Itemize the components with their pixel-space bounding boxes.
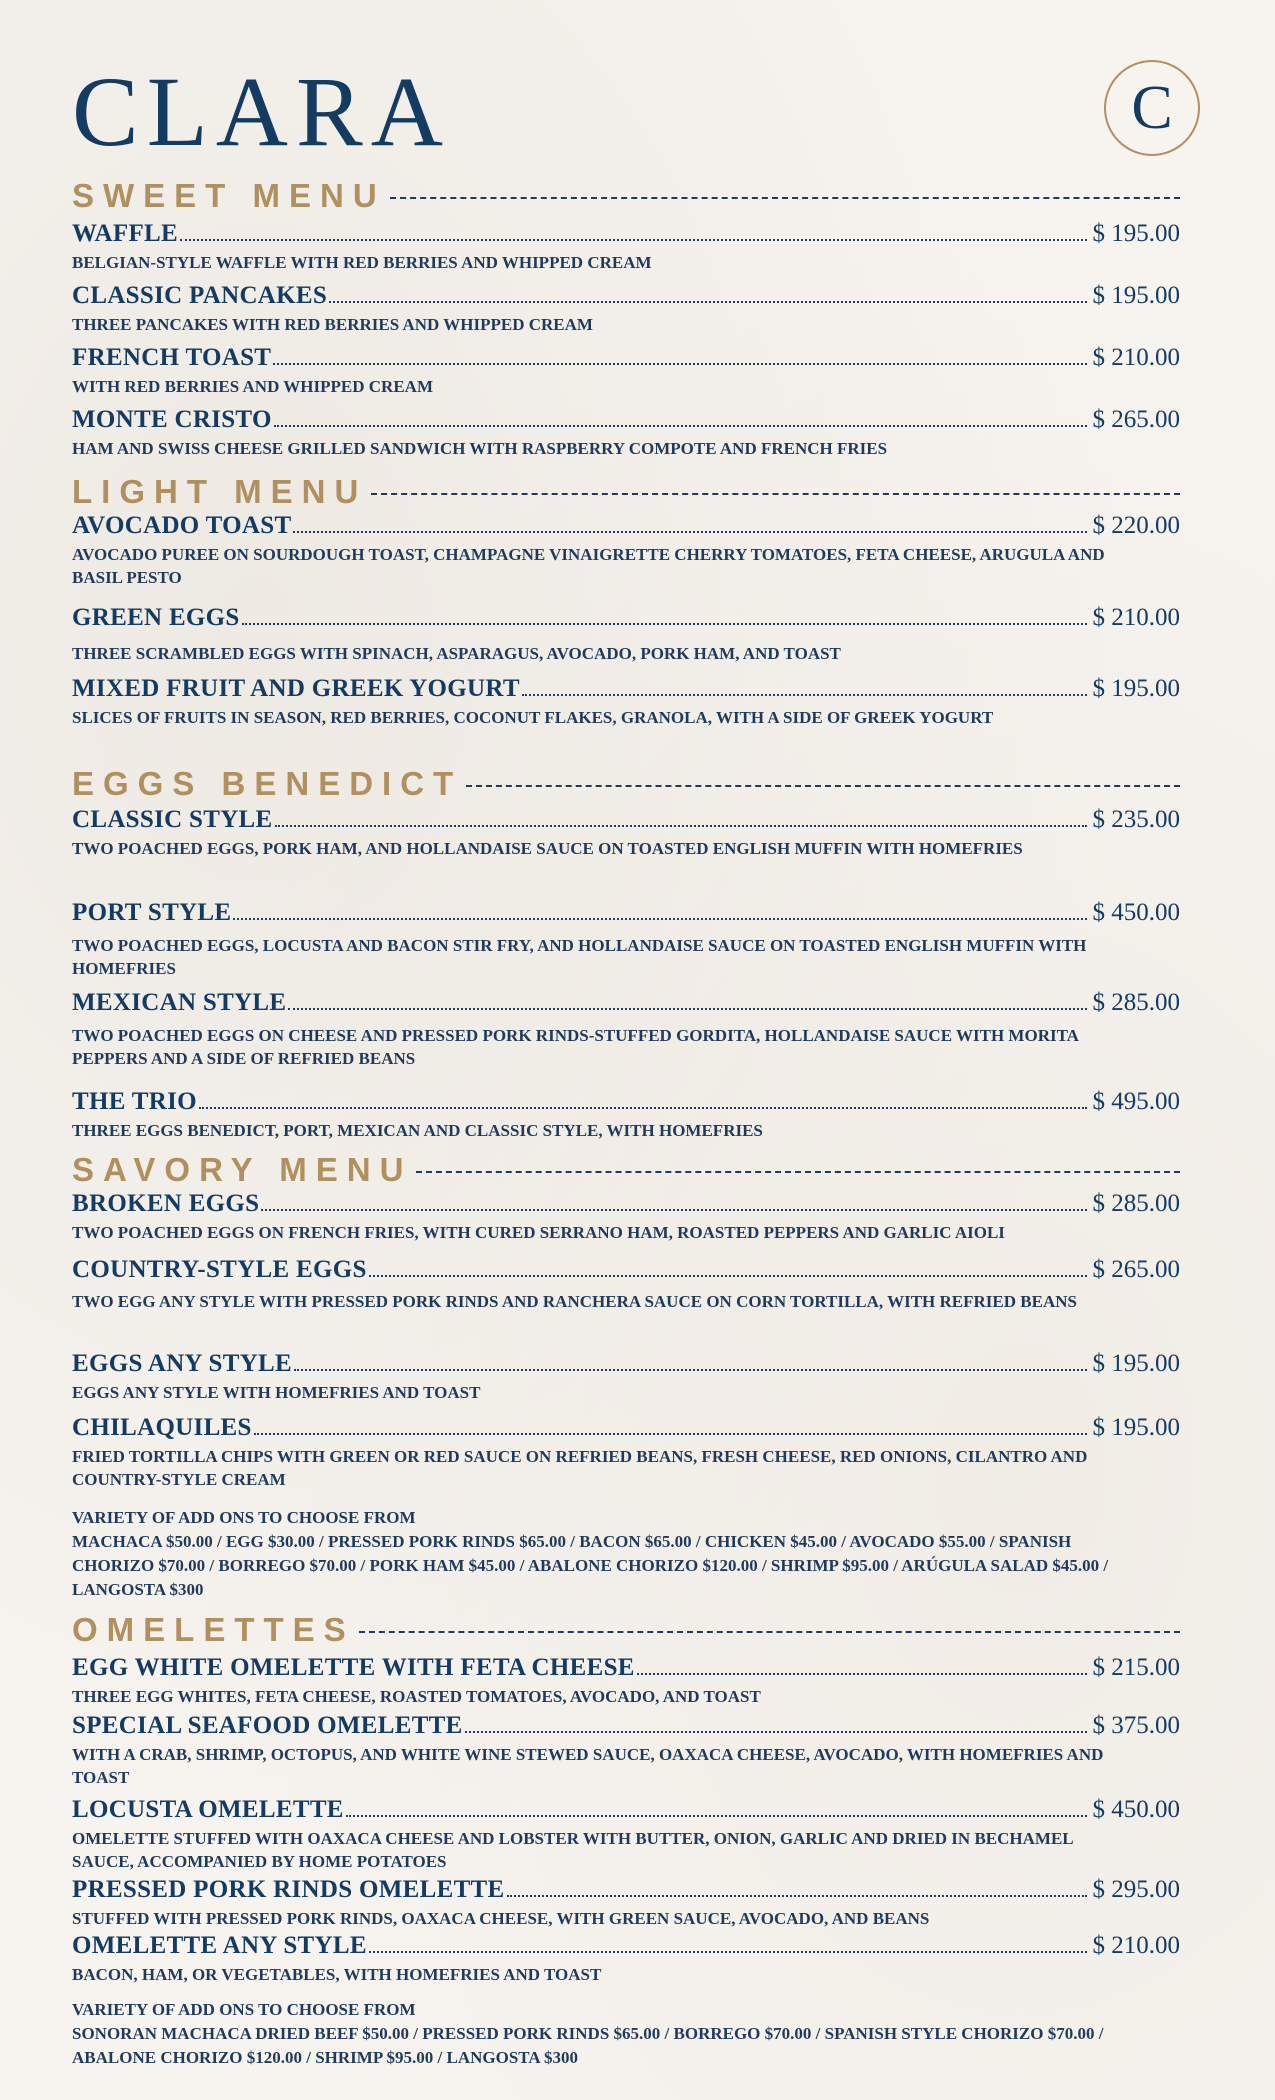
item-name: LOCUSTA OMELETTE [72, 1796, 344, 1823]
menu-item [72, 899, 1180, 980]
item-price: $ 210.00 [1092, 344, 1180, 371]
dot-leader [522, 694, 1087, 696]
item-name: BROKEN EGGS [72, 1190, 260, 1217]
section-divider [466, 785, 1180, 787]
item-description: HAM AND SWISS CHEESE GRILLED SANDWICH WITH RASPBERRY COMPOTE AND FRENCH FRIES [72, 439, 888, 458]
dot-leader [233, 918, 1086, 920]
dot-leader [242, 623, 1087, 625]
item-name: WAFFLE [72, 220, 178, 247]
item-description: TWO POACHED EGGS ON CHEESE AND PRESSED PORK RINDS-STUFFED GORDITA, HOLLANDAISE SAUCE WITH MORITA PEPPERS AND A SIDE OF REFRIED BEANS [72, 1026, 1078, 1068]
item-price: $ 285.00 [1092, 1190, 1180, 1217]
item-name: MIXED FRUIT AND GREEK YOGURT [72, 675, 520, 702]
item-description: FRIED TORTILLA CHIPS WITH GREEN OR RED SAUCE ON REFRIED BEANS, FRESH CHEESE, RED ONIONS, CILANTRO AND COUNTRY-STYLE CREAM [72, 1447, 1088, 1489]
item-description: TWO POACHED EGGS, LOCUSTA AND BACON STIR FRY, AND HOLLANDAISE SAUCE ON TOASTED ENGLISH MUFFIN WITH HOMEFRIES [72, 936, 1087, 978]
menu-item [72, 406, 1180, 460]
addons-block [72, 1998, 1112, 2070]
item-description: STUFFED WITH PRESSED PORK RINDS, OAXACA CHEESE, WITH GREEN SAUCE, AVOCADO, AND BEANS [72, 1909, 930, 1928]
dot-leader [288, 1008, 1086, 1010]
section-divider [390, 197, 1180, 199]
item-price: $ 265.00 [1092, 406, 1180, 433]
menu-item [72, 1350, 1180, 1404]
item-price: $ 495.00 [1092, 1088, 1180, 1115]
menu-item [72, 604, 1180, 665]
item-description: WITH A CRAB, SHRIMP, OCTOPUS, AND WHITE WINE STEWED SAUCE, OAXACA CHEESE, AVOCADO, WITH HOMEFRIES AND TOAST [72, 1745, 1104, 1787]
item-description: WITH RED BERRIES AND WHIPPED CREAM [72, 377, 433, 396]
item-description: THREE EGG WHITES, FETA CHEESE, ROASTED TOMATOES, AVOCADO, AND TOAST [72, 1687, 761, 1706]
item-name: CLASSIC STYLE [72, 806, 273, 833]
menu-item [72, 1876, 1180, 1930]
addons-list: SONORAN MACHACA DRIED BEEF $50.00 / PRESSED PORK RINDS $65.00 / BORREGO $70.00 / SPANISH STYLE CHORIZO $70.00 / ABALONE CHORIZO $120.00 / SHRIMP $95.00 / LANGOSTA $300 [72, 2024, 1104, 2067]
menu-item [72, 282, 1180, 336]
addons-heading: VARIETY OF ADD ONS TO CHOOSE FROM [72, 2000, 416, 2019]
menu-item [72, 1654, 1180, 1708]
item-price: $ 195.00 [1092, 282, 1180, 309]
section-title-label: LIGHT MENU [72, 473, 368, 510]
item-name: CHILAQUILES [72, 1414, 252, 1441]
section-title [72, 178, 1180, 214]
dot-leader [294, 1369, 1086, 1371]
menu-item [72, 989, 1180, 1070]
item-name: MONTE CRISTO [72, 406, 272, 433]
item-name: PORT STYLE [72, 899, 232, 926]
item-description: SLICES OF FRUITS IN SEASON, RED BERRIES, COCONUT FLAKES, GRANOLA, WITH A SIDE OF GREEK YOGURT [72, 708, 994, 727]
item-price: $ 285.00 [1092, 989, 1180, 1016]
menu-item [72, 1932, 1180, 1986]
item-description: EGGS ANY STYLE WITH HOMEFRIES AND TOAST [72, 1383, 481, 1402]
dot-leader [254, 1433, 1087, 1435]
section-title-label: EGGS BENEDICT [72, 765, 463, 802]
section-light-menu [72, 473, 1180, 727]
section-eggs-benedict [72, 765, 1180, 1140]
item-name: EGGS ANY STYLE [72, 1350, 293, 1377]
logo-monogram: C [1104, 60, 1200, 156]
item-price: $ 375.00 [1092, 1712, 1180, 1739]
item-description: AVOCADO PUREE ON SOURDOUGH TOAST, CHAMPAGNE VINAIGRETTE CHERRY TOMATOES, FETA CHEESE, ARUGULA AND BASIL PESTO [72, 545, 1105, 587]
dot-leader [507, 1895, 1087, 1897]
section-title [72, 1612, 1180, 1648]
item-name: PRESSED PORK RINDS OMELETTE [72, 1876, 505, 1903]
dot-leader [199, 1107, 1087, 1109]
item-description: BACON, HAM, OR VEGETABLES, WITH HOMEFRIES AND TOAST [72, 1965, 602, 1984]
item-description: TWO EGG ANY STYLE WITH PRESSED PORK RINDS AND RANCHERA SAUCE ON CORN TORTILLA, WITH REFRIED BEANS [72, 1292, 1077, 1311]
item-price: $ 450.00 [1092, 1796, 1180, 1823]
dot-leader [275, 825, 1087, 827]
item-price: $ 265.00 [1092, 1256, 1180, 1283]
item-description: THREE PANCAKES WITH RED BERRIES AND WHIPPED CREAM [72, 315, 593, 334]
menu-item [72, 512, 1180, 589]
section-sweet-menu [72, 177, 1180, 458]
item-name: COUNTRY-STYLE EGGS [72, 1256, 367, 1283]
item-name: THE TRIO [72, 1088, 197, 1115]
dot-leader [346, 1815, 1087, 1817]
menu-item [72, 220, 1180, 274]
section-title [72, 766, 1180, 802]
logo-wordmark: CLARA [72, 56, 451, 167]
menu-item [72, 675, 1180, 729]
addons-block [72, 1506, 1112, 1602]
section-title-label: SAVORY MENU [72, 1151, 413, 1188]
item-description: TWO POACHED EGGS ON FRENCH FRIES, WITH CURED SERRANO HAM, ROASTED PEPPERS AND GARLIC AIOLI [72, 1223, 1005, 1242]
menu-item [72, 1088, 1180, 1142]
item-name: MEXICAN STYLE [72, 989, 287, 1016]
dot-leader [637, 1673, 1087, 1675]
item-name: GREEN EGGS [72, 604, 240, 631]
addons-heading: VARIETY OF ADD ONS TO CHOOSE FROM [72, 1508, 416, 1527]
menu-item [72, 1796, 1180, 1873]
addons-list: MACHACA $50.00 / EGG $30.00 / PRESSED PORK RINDS $65.00 / BACON $65.00 / CHICKEN $45.00 / AVOCADO $55.00 / SPANISH CHORIZO $70.00 / BORREGO $70.00 / PORK HAM $45.00 / ABALONE CHORIZO $120.00 / SHRIMP $95.00 / ARÚGULA SALAD $45.00 / LANGOSTA $300 [72, 1532, 1109, 1599]
section-title-label: SWEET MENU [72, 177, 386, 214]
dot-leader [273, 363, 1086, 365]
section-divider [371, 493, 1180, 495]
item-description: THREE EGGS BENEDICT, PORT, MEXICAN AND CLASSIC STYLE, WITH HOMEFRIES [72, 1121, 763, 1140]
item-name: EGG WHITE OMELETTE WITH FETA CHEESE [72, 1654, 635, 1681]
item-description: THREE SCRAMBLED EGGS WITH SPINACH, ASPARAGUS, AVOCADO, PORK HAM, AND TOAST [72, 644, 841, 663]
menu-item [72, 1256, 1180, 1313]
item-description: OMELETTE STUFFED WITH OAXACA CHEESE AND LOBSTER WITH BUTTER, ONION, GARLIC AND DRIED IN BECHAMEL SAUCE, ACCOMPANIED BY HOME POTATOES [72, 1829, 1073, 1871]
section-title-label: OMELETTES [72, 1611, 355, 1648]
dot-leader [261, 1209, 1086, 1211]
item-name: AVOCADO TOAST [72, 512, 292, 539]
item-price: $ 215.00 [1092, 1654, 1180, 1681]
section-savory-menu [72, 1151, 1180, 1599]
menu-item [72, 344, 1180, 398]
menu-item [72, 806, 1180, 860]
section-divider [416, 1171, 1180, 1173]
menu-item [72, 1712, 1180, 1789]
item-name: CLASSIC PANCAKES [72, 282, 328, 309]
item-price: $ 220.00 [1092, 512, 1180, 539]
item-price: $ 195.00 [1092, 1350, 1180, 1377]
item-description: TWO POACHED EGGS, PORK HAM, AND HOLLANDAISE SAUCE ON TOASTED ENGLISH MUFFIN WITH HOMEFRIES [72, 839, 1023, 858]
item-name: FRENCH TOAST [72, 344, 272, 371]
section-title [72, 1152, 1180, 1188]
dot-leader [369, 1275, 1087, 1277]
item-price: $ 195.00 [1092, 675, 1180, 702]
dot-leader [293, 531, 1086, 533]
section-omelettes [72, 1611, 1180, 2067]
item-name: OMELETTE ANY STYLE [72, 1932, 367, 1959]
item-name: SPECIAL SEAFOOD OMELETTE [72, 1712, 463, 1739]
menu-item [72, 1190, 1180, 1244]
item-price: $ 450.00 [1092, 899, 1180, 926]
item-price: $ 210.00 [1092, 604, 1180, 631]
section-title [72, 474, 1180, 510]
dot-leader [369, 1951, 1087, 1953]
item-price: $ 235.00 [1092, 806, 1180, 833]
dot-leader [274, 425, 1087, 427]
dot-leader [329, 301, 1086, 303]
item-price: $ 195.00 [1092, 220, 1180, 247]
item-price: $ 295.00 [1092, 1876, 1180, 1903]
item-price: $ 195.00 [1092, 1414, 1180, 1441]
section-divider [359, 1631, 1180, 1633]
dot-leader [465, 1731, 1087, 1733]
menu-item [72, 1414, 1180, 1491]
dot-leader [180, 239, 1087, 241]
item-price: $ 210.00 [1092, 1932, 1180, 1959]
item-description: BELGIAN-STYLE WAFFLE WITH RED BERRIES AND WHIPPED CREAM [72, 253, 652, 272]
